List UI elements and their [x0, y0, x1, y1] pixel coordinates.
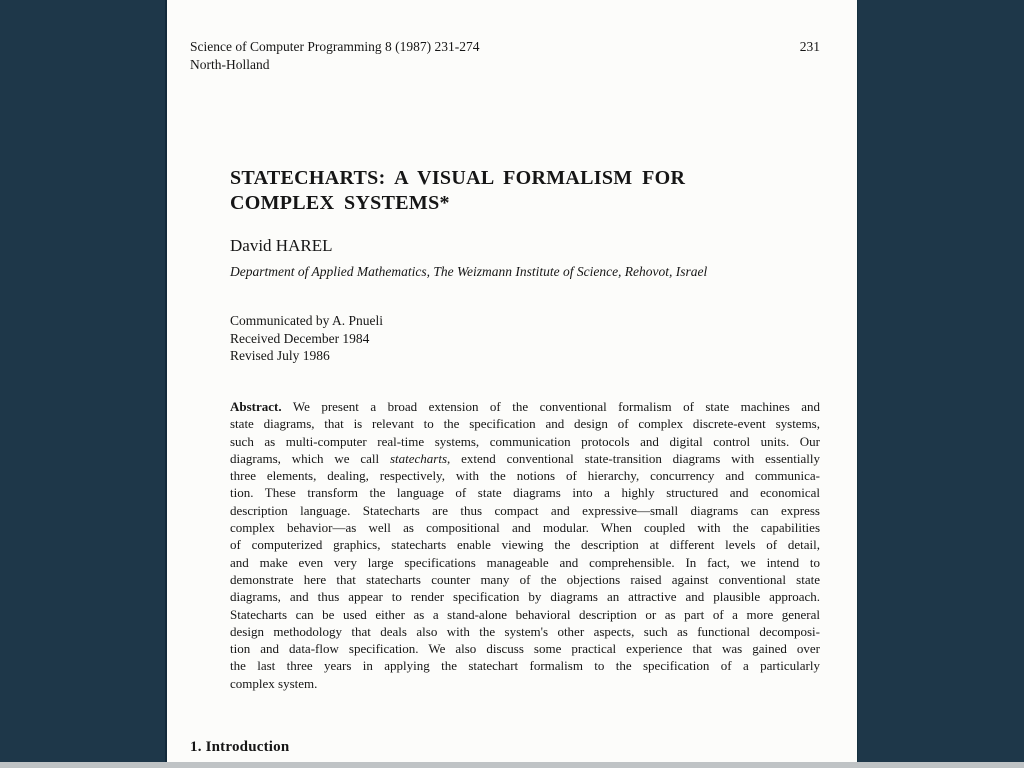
author-name: David HAREL — [230, 236, 333, 255]
abstract-line: three elements, dealing, respectively, with the notions of hierarchy, concurrency and communica- — [230, 468, 820, 484]
abstract-line: of computerized graphics, statecharts enable viewing the description at different levels of detail, — [230, 537, 820, 553]
page-number: 231 — [799, 39, 820, 54]
abstract-line: such as multi-computer real-time systems, communication protocols and digital control units. Our — [230, 433, 820, 449]
revised-note: Revised July 1986 — [230, 348, 330, 363]
abstract-line: complex system. — [230, 675, 318, 691]
abstract-line: diagrams, which we call statecharts, extend conventional state-transition diagrams with essentially — [230, 450, 820, 466]
journal-header-row — [190, 38, 820, 56]
article-title-line2: COMPLEX SYSTEMS* — [230, 192, 450, 214]
publisher: North-Holland — [190, 57, 270, 72]
abstract-line: diagrams, and thus appear to render specification by diagrams an attractive and plausible approach. — [230, 589, 820, 605]
paper-page — [165, 0, 858, 762]
editorial-notes — [230, 312, 383, 365]
abstract-line: demonstrate here that statecharts counter many of the objections raised against conventional state — [230, 571, 820, 587]
abstract-line: the last three years in applying the statechart formalism to the specification of a particularly — [230, 658, 820, 674]
abstract-line: and make even very large specifications manageable and comprehensible. In fact, we intend to — [230, 554, 820, 570]
author-affiliation: Department of Applied Mathematics, The Weizmann Institute of Science, Rehovot, Israel — [230, 264, 708, 279]
abstract-line: description language. Statecharts are thus compact and expressive—small diagrams can express — [230, 502, 820, 518]
section-heading-introduction: 1. Introduction — [190, 739, 290, 755]
received-note: Received December 1984 — [230, 330, 370, 346]
abstract-line: tion. These transform the language of state diagrams into a highly structured and economical — [230, 485, 820, 501]
abstract-line: complex behavior—as well as compositional and modular. When coupled with the capabilities — [230, 520, 820, 536]
abstract-line: design methodology that deals also with the system's other aspects, such as functional decomposi- — [230, 623, 820, 639]
abstract-line: Abstract. We present a broad extension of the conventional formalism of state machines and — [230, 399, 820, 414]
abstract-line: state diagrams, that is relevant to the specification and design of complex discrete-event systems, — [230, 416, 820, 432]
bottom-edge-strip — [0, 762, 1024, 768]
abstract-line: Statecharts can be used either as a stand-alone behavioral description or as part of a more general — [230, 606, 820, 622]
journal-title: Science of Computer Programming 8 (1987) 231-274 — [190, 39, 480, 54]
communicated-note: Communicated by A. Pnueli — [230, 313, 383, 328]
article-title — [230, 166, 685, 216]
abstract — [230, 398, 820, 692]
article-title-line1: STATECHARTS: A VISUAL FORMALISM FOR — [230, 167, 686, 189]
abstract-line: tion and data-flow specification. We also discuss some practical experience that was gained over — [230, 641, 820, 657]
